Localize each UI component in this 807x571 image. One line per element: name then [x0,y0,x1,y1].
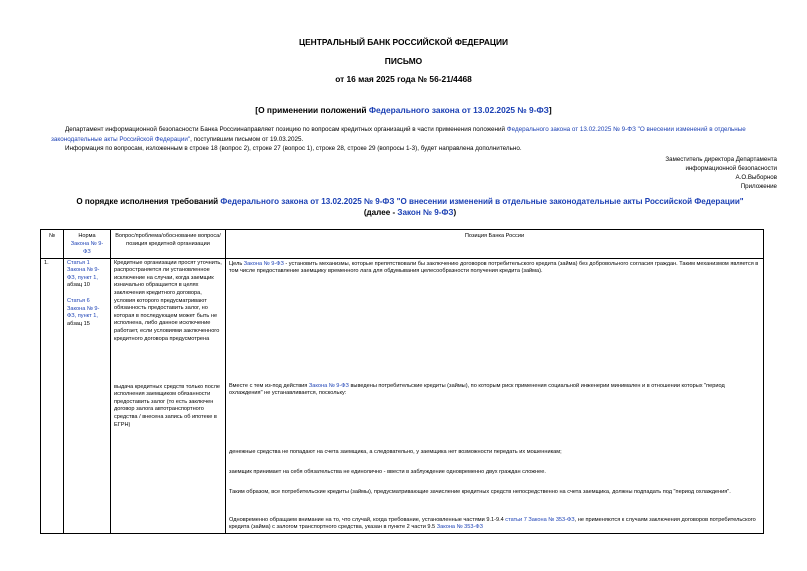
norm-2-rest: абзац 15 [67,320,90,327]
table-header-row [41,230,764,259]
positions-table [40,229,764,534]
intro-text-end: , поступившим письмом от 19.03.2025. [190,135,304,143]
subject-law-link[interactable]: Федерального закона от 13.02.2025 № 9-ФЗ [368,105,549,115]
signature-block [665,155,777,191]
appendix-law-link[interactable]: Федерального закона от 13.02.2025 № 9-ФЗ "О внесении изменений в отдельные законодательные акты Российской Федерации" [220,197,744,206]
header-num: № [41,230,64,259]
org-name: ЦЕНТРАЛЬНЫЙ БАНК РОССИЙСКОЙ ФЕДЕРАЦИИ [298,37,509,47]
norm-2 [67,298,107,328]
position-para-5: Таким образом, все потребительские кредиты (займы), предусматривающие зачисление кредитных средств непосредственно на счета заемщика, должны подпадать под "период охлаждения". [229,488,731,495]
appendix-title-text-3: ) [453,207,457,217]
pos6-law-link[interactable]: Закона № 353-ФЗ [436,524,483,531]
header-norm-link[interactable]: Закона № 9-ФЗ [70,241,104,256]
appendix-title-text-2: (далее - [363,207,398,217]
document-subject [0,105,807,115]
position-para-1 [229,261,759,276]
pos1-law-link[interactable]: Закона № 9-ФЗ [243,260,284,267]
pos6-text: Одновременно обращаем внимание на то, что случай, когда требование, установленные частями 9.1-9.4 [229,516,506,523]
signature-position: Заместитель директора Департамента [665,156,777,163]
appendix-title-text: О порядке исполнения требований [76,197,221,206]
row-num: 1. [41,258,64,533]
pos2-law-link[interactable]: Закона № 9-ФЗ [308,382,349,389]
question-part-2: выдача кредитных средств только после исполнения заемщиком обязанности предоставить залог (то есть заключен договор залога автотранспортного средства / внесена запись об ипотеке в ЕГРН) [114,383,220,428]
signature-name: А.О.Выборнов [735,174,777,181]
norm-2-link[interactable]: Статья 6 Закона № 9-ФЗ, пункт 1, [67,297,100,320]
pos2-text: Вместе с тем из-под действия [229,382,309,389]
intro-paragraph-2: Информация по вопросам, изложенным в строке 18 (вопрос 2), строке 27 (вопрос 1), строке 28, строке 29 (вопросы 1-3), будет направлена дополнительно. [65,145,522,152]
position-para-6 [229,517,759,532]
table-row [41,258,764,533]
header-norm [64,230,111,259]
row-position [226,258,764,533]
norm-1-rest: абзац 10 [67,282,90,289]
norm-1-link[interactable]: Статья 1 Закона № 9-ФЗ, пункт 1, [67,259,100,281]
document-type: ПИСЬМО [384,56,423,66]
row-question [111,258,226,533]
signature-department: информационной безопасности [685,165,777,172]
intro-text: направляет позицию по вопросам кредитных организаций в части применения положений [240,126,507,133]
intro-paragraph-1 [51,125,771,144]
header-position: Позиция Банка России [226,230,764,259]
pos1-text: Цель [229,260,244,267]
appendix-law-short-link[interactable]: Закон № 9-ФЗ [397,207,454,217]
position-para-4: заемщик принимает на себя обязательства не единолично - ввести в заблуждение одновременно двух граждан сложнее. [229,468,546,475]
header-question: Вопрос/проблема/обоснование вопроса/позиция кредитной организации [111,230,226,259]
position-para-3: денежные средства не попадают на счета заемщика, а следовательно, у заемщика нет возможности передать их мошенникам; [229,448,562,455]
question-part-1: Кредитные организации просят уточнить, распространяется ли установленное исключение на случаи, когда заемщик изначально обращается в целях заключения кредитного договора, условия которого предусматривают обязанность предоставить залог, но которая в последующем может быть не исполнена, либо данное исключение работает, если условиями заключенного кредитного договора предусмотрена [114,259,222,342]
position-para-2 [229,383,759,398]
pos1-text-2: - установить механизмы, которые препятствовали бы заключению договоров потребительского кредита (займа) без добровольного согласия граждан. Таким механизмом является в том числе предоставление заемщику временного лага для обдумывания целесообразности получения кредита (займа). [229,260,759,275]
subject-suffix: ] [548,105,552,115]
subject-prefix: [О применении положений [255,105,369,115]
intro-law-link[interactable]: Федерального закона от 13.02.2025 № 9-ФЗ "О внесении изменений в отдельные законодательные акты Российской Федерации" [51,126,746,143]
appendix-label: Приложение [740,183,777,190]
pos6-article-link[interactable]: статьи 7 Закона № 353-ФЗ [505,516,575,523]
norm-1 [67,260,107,290]
pos6-text-2: , не применяются к случаям заключения договоров потребительского кредита (займа) с залогом транспортного средства, указан в пункте 2 части 9.5 [229,516,756,531]
appendix-title [70,197,750,218]
document-date: от 16 мая 2025 года № 56-21/4468 [335,74,472,84]
row-norm [64,258,111,533]
intro-department: Департамент информационной безопасности Банка России [65,126,241,133]
header-norm-label: Норма [78,233,96,239]
pos2-text-2: выведены потребительские кредиты (займы), по которым риск применения социальной инженерии минимален и в отношении которых "период охлаждения" не устанавливается, поскольку: [229,382,725,397]
